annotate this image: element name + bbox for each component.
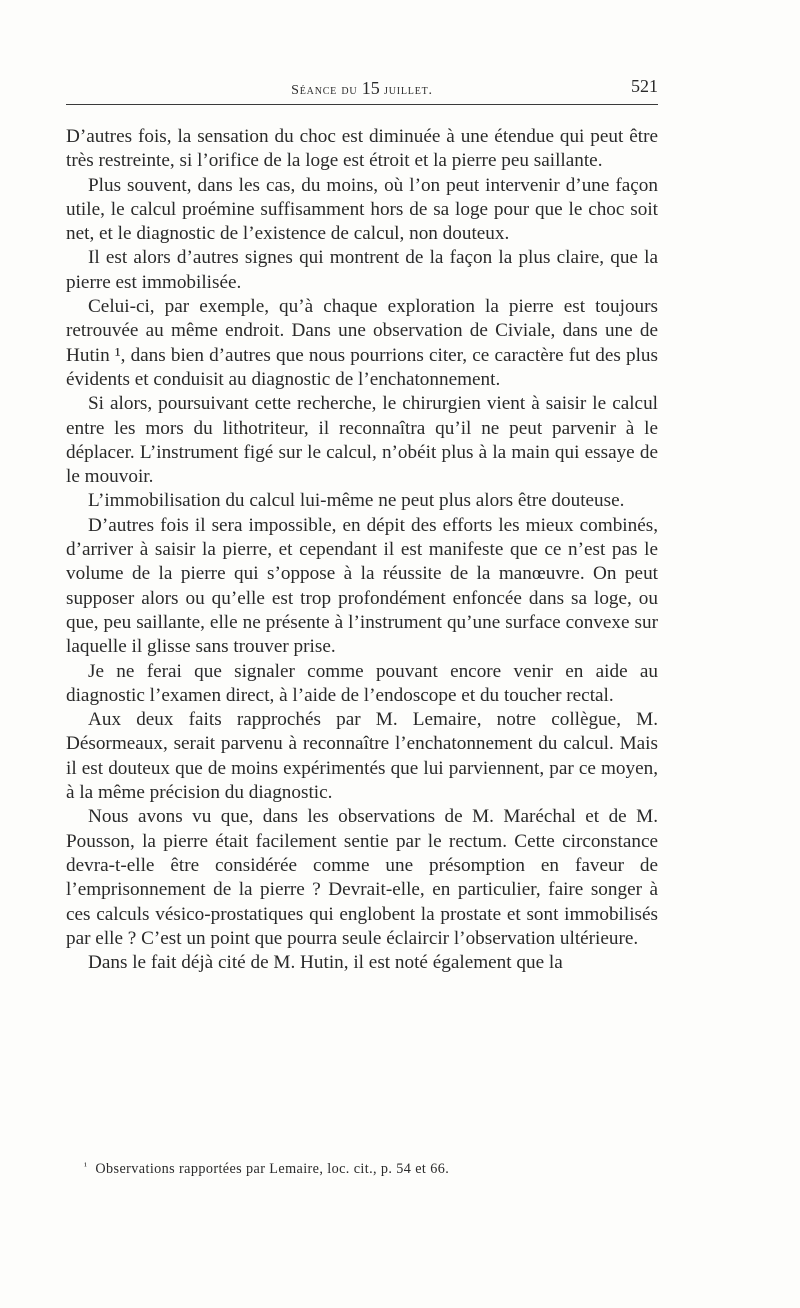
page-number: 521 bbox=[631, 76, 658, 96]
paragraph: Je ne ferai que signaler comme pouvant encore venir en aide au diagnostic l’examen direct, à l’aide de l’endoscope et du toucher rectal. bbox=[66, 660, 658, 706]
running-header bbox=[66, 76, 658, 100]
running-title-after: juillet. bbox=[379, 83, 433, 98]
footnote-text: Observations rapportées par Lemaire, loc. cit., p. 54 et 66. bbox=[95, 1161, 450, 1177]
paragraph: L’immobilisation du calcul lui-même ne peut plus alors être douteuse. bbox=[88, 490, 625, 512]
running-title-before: Séance du bbox=[291, 83, 362, 98]
running-title bbox=[66, 78, 658, 99]
paragraph: D’autres fois il sera impossible, en dépit des efforts les mieux combinés, d’arriver à saisir la pierre, et cependant il est manifeste que ce n’est pas le volume de la pierre qui s’oppose à la réussite de la manœuvre. On peut supposer alors ou qu’elle est trop profondément enfoncée dans sa loge, ou que, peu saillante, elle ne présente à l’instrument qu’une surface convexe sur laquelle il glisse sans trouver prise. bbox=[66, 514, 658, 658]
paragraph: Nous avons vu que, dans les observations de M. Maréchal et de M. Pousson, la pierre était facilement sentie par le rectum. Cette circonstance devra-t-elle être considérée comme une présomption en faveur de l’emprisonnement de la pierre ? Devrait-elle, en particulier, faire songer à ces calculs vésico-prostatiques qui englobent la prostate et sont immobilisés par elle ? C’est un point que pourra seule éclaircir l’observation ultérieure. bbox=[66, 806, 658, 949]
paragraph: D’autres fois, la sensation du choc est diminuée à une étendue qui peut être très restreinte, si l’orifice de la loge est étroit et la pierre peu saillante. bbox=[66, 126, 658, 172]
footnote bbox=[84, 1158, 658, 1178]
body-text bbox=[66, 125, 658, 975]
paragraph: Plus souvent, dans les cas, du moins, où l’on peut intervenir d’une façon utile, le calcul proémine suffisamment hors de sa loge pour que le choc soit net, et le diagnostic de l’existence de calcul, non douteux. bbox=[66, 174, 658, 245]
footnote-marker: ¹ bbox=[84, 1161, 88, 1172]
paragraph: Si alors, poursuivant cette recherche, le chirurgien vient à saisir le calcul entre les mors du lithotriteur, il reconnaîtra qu’il ne peut parvenir à le déplacer. L’instrument figé sur le calcul, n’obéit plus à la main qui essaye de le mouvoir. bbox=[66, 393, 658, 488]
header-rule bbox=[66, 104, 658, 105]
paragraph: Dans le fait déjà cité de M. Hutin, il est noté également que la bbox=[88, 952, 563, 974]
paragraph: Aux deux faits rapprochés par M. Lemaire, notre collègue, M. Désormeaux, serait parvenu à reconnaître l’enchatonnement du calcul. Mais il est douteux que de moins expérimentés que lui parviennent, par ce moyen, à la même précision du diagnostic. bbox=[66, 709, 658, 804]
running-title-number: 15 bbox=[361, 78, 380, 98]
paragraph: Celui-ci, par exemple, qu’à chaque exploration la pierre est toujours retrouvée au même endroit. Dans une observation de Civiale, dans une de Hutin ¹, dans bien d’autres que nous pourrions citer, ce caractère fut des plus évidents et conduisit au diagnostic de l’enchatonnement. bbox=[66, 296, 658, 390]
paragraph: Il est alors d’autres signes qui montrent de la façon la plus claire, que la pierre est immobilisée. bbox=[66, 247, 658, 293]
